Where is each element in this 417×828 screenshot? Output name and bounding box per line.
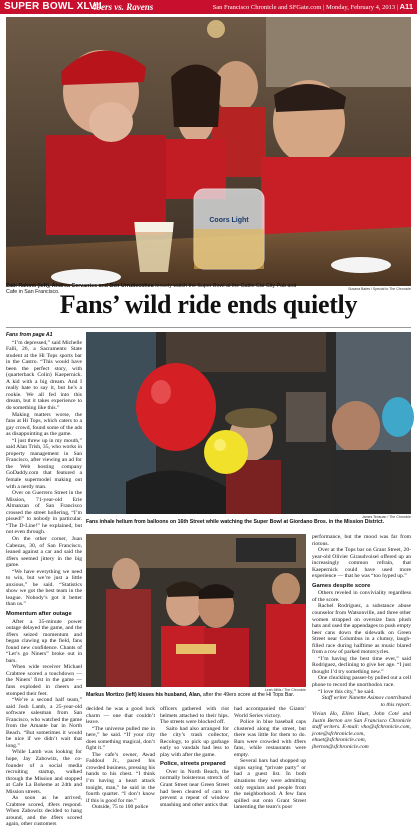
paragraph: “I’m depressed,” said Michelle Falli, 26, a Sacramento State student at the Hi Tops sports bar in the Castro. “This would have been the perfect story, with (quarterback Colin) Kaepernick. A kid with a big dream. And I really hate to say it, but he’s a rookie. We all fed into this dream, but it takes experience to do something like this.”: [6, 339, 82, 412]
paragraph: officers gathered with riot helmets attached to their hips. The streets were blocked off.: [160, 706, 229, 726]
paragraph: “We have everything we need to win, but we’re just a little anxious,” he said. “Statistics show we got the best team in the league. Nobody’s got it better than us.”: [6, 568, 82, 608]
paragraph: decided he was a good luck charm — one that couldn’t leave.: [86, 706, 155, 726]
top-caption-text: tensely watch the Super Bowl at the Cable Car City Pub and Cafe in San Francisco.: [6, 283, 297, 296]
paragraph: “I just threw up in my mouth,” said Alan Trish, 35, who works in property management in San Francisco, after viewing an ad for the Web hosting company GoDaddy.com that featured a female supermodel making out with a nerdy man.: [6, 437, 82, 490]
bottom-photo-credit: Leah Millis / The Chronicle: [264, 688, 306, 692]
paragraph: After a 35-minute power outage delayed the game, and the 49ers seized momentum and began clawing up the field, fans found new confidence. Chants of “Let’s go Niners” broke out in bars.: [6, 618, 82, 664]
bottom-caption-names: Markus Mortizo (left) kisses his husband, Alan,: [86, 692, 202, 698]
top-photo-credit: Susana Bates / Special to The Chronicle: [348, 287, 411, 291]
paragraph: had accompanied the Giants’ World Series victory.: [234, 706, 306, 719]
subhead: Momentum after outage: [6, 610, 72, 617]
article-column-4: [234, 706, 306, 811]
beer-brand-text: Coors Light: [209, 217, 249, 224]
section-banner: [0, 0, 417, 14]
article-column-1: [6, 332, 82, 828]
paragraph: “We’re a second half team,” said Josh Lamb, a 25-year-old software salesman from San Francisco, who watched the game from the Amante bar in North Beach. “But sometimes it would be nice if we didn’t wait that long.”: [6, 697, 82, 749]
middle-caption-text: Fans inhale helium from balloons on 16th Street while watching the Super Bowl at Giordano Bros. in the Mission District.: [86, 519, 385, 525]
contributor-tagline: Staff writer Nanette Asimov contributed to this report.: [321, 695, 411, 708]
paragraph: The cafe’s owner, Awad Faddoul Jr., paced his crowded business, pressing his hands to his chest. “I think I’m having a heart attack tonight, man,” he said in the fourth quarter. “I don’t know if this is good for me.”: [86, 751, 155, 804]
headline: Fans’ wild ride ends quietly: [59, 290, 358, 319]
article-column-2: [86, 706, 155, 811]
paragraph: Outside, 75 to 100 police: [92, 804, 149, 811]
headline-rule: [6, 327, 411, 328]
bar-fans-illustration: [6, 17, 411, 286]
middle-photo-caption: [86, 519, 411, 525]
paragraph: On the other corner, Juan Cabezas, 30, of San Francisco, leaned against a car and said the 49ers seemed jittery in the big game.: [6, 535, 82, 569]
article-column-5: [312, 534, 411, 800]
paragraph: When wide receiver Michael Crabtree scored a touchdown — the Niners’ first in the game — fans exploded in cheers and stomped their feet.: [6, 664, 82, 697]
page-number: A11: [399, 2, 413, 11]
paragraph: Others reveled in conviviality regardless of the score.: [312, 590, 411, 603]
top-photo: [6, 17, 411, 286]
subhead: Police, streets prepared: [160, 761, 226, 768]
paragraph: As soon as he arrived, Crabtree scored, 49ers respond. When Zabowitz decided to hang around, and the 49ers scored again, other customers: [6, 795, 82, 828]
paragraph: Rachel Rodriguez, a substance abuse counselor from Watsonville, and three other women strapped on oversize faux plush hats and used the appendages to push empty beer cans down the sidewalk on Green Street near Columbus in a clumsy, laugh-filled race during halftime as music blared from a row of parked motorcycles.: [312, 603, 411, 656]
subhead: Games despite score: [312, 582, 371, 589]
section-title: SUPER BOWL XLVII: [4, 1, 102, 12]
bottom-caption-text: after the 49ers score at the Hi Tops Bar.: [201, 692, 295, 698]
top-caption-names: Zabi Rahimi (left), Andrea Cervantes and Ben Urrutiecohea: [6, 283, 154, 289]
bottom-photo: [86, 534, 306, 687]
paragraph: performance, but the mood was far from riotous.: [312, 534, 411, 547]
author-contact: Vivian Ho, Ellen Huet, John Coté and Justin Berton are San Francisco Chronicle staff writers. E-mail: vho@sfchronicle.com, jcote@sfchronicle.com, ehuet@sfchronicle.com, jberton@sfchronicle.com: [312, 711, 411, 750]
folio-text: San Francisco Chronicle and SFGate.com | Monday, February 4, 2013 |: [212, 4, 399, 11]
paragraph: Several bars had shopped up signs saying “private party” or had a guest list. In both situations they were admitting only regulars and people from the neighborhood. A few fans spilled out onto Grant Street lamenting the team’s poor: [234, 758, 306, 811]
helium-balloons-illustration: [86, 332, 411, 514]
paragraph: “I love this city,” he said.: [318, 688, 375, 695]
paragraph: “I’m having the best time ever,” said Rodriguez, declining to give her age. “I just thought I’d try something new.”: [312, 655, 411, 675]
paragraph: One chuckling passer-by pulled out a cell phone to record the unorthodox race.: [312, 675, 411, 689]
middle-photo: [86, 332, 411, 514]
bottom-photo-caption: [86, 692, 306, 698]
paragraph: Saito had also arranged for the city’s trash collector, Recology, to pick up garbage early so vandals had less to play with after the game.: [160, 725, 229, 758]
page-folio: [210, 2, 413, 11]
paragraph: “The universe pulled me in here,” he said. “If your city does something magical, don’t fight it.”: [86, 725, 155, 752]
jump-line: Fans from page A1: [6, 332, 53, 338]
matchup-label: 49ers vs. Ravens: [92, 2, 154, 12]
article-column-3: [160, 706, 229, 808]
paragraph: Police in blue baseball caps clustered along the street, but there was little for them to do. Bars were crowded with 49ers fans, while restaurants were empty.: [234, 719, 306, 758]
middle-photo-credit: James Tensuan / The Chronicle: [361, 515, 411, 519]
paragraph: Over in North Beach, the normally boisterous stretch of Grant Street near Green Street had been cleared of cars to prevent a repeat of window smashing and other antics that: [160, 768, 229, 808]
paragraph: Over at the Tops bar on Grant Street, 20-year-old Olivier Giraudvoisel offered up an increasingly common refrain, that Kaepernick could have used more experience — that he was “too hyped up.”: [312, 547, 411, 580]
paragraph: Making matters worse, the fans at Hi Tops, which caters to a gay crowd, found some of the ads as disappointing as the game.: [6, 411, 82, 438]
couple-kiss-illustration: [86, 534, 306, 687]
paragraph: While Lamb was looking for hope, Jay Zabowitz, the co-founder of a social media recruiting startup, walked through the Mission and stopped at Cafe La Boheme at 24th and Mission streets.: [6, 749, 82, 795]
paragraph: Over on Guerrero Street in the Mission, 71-year-old Erie Almanzan of San Francisco crossed the street hollering, “I’m pissed!” to nobody in particular. “The D-Line!” he explained, but not even through.: [6, 490, 82, 536]
